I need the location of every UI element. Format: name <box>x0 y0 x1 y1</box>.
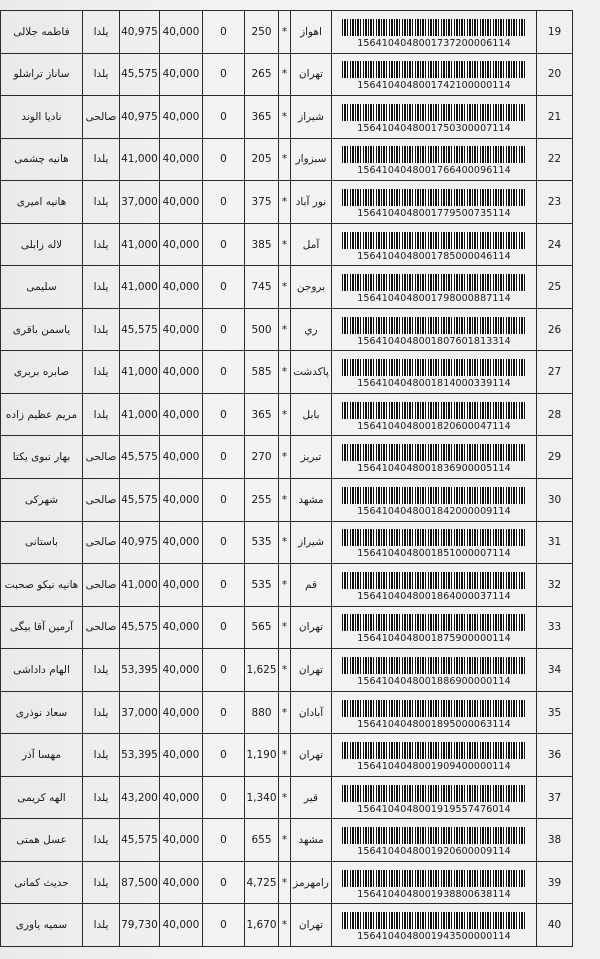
table-row <box>1 606 573 649</box>
status-cell: صالحی <box>83 521 120 564</box>
table-row <box>1 11 573 54</box>
amount-cell: 41,000 <box>120 351 160 394</box>
base-amount-cell: 40,000 <box>160 223 203 266</box>
mark-cell: * <box>279 308 291 351</box>
value-cell: 365 <box>245 96 279 139</box>
table-row <box>1 861 573 904</box>
table-row <box>1 479 573 522</box>
barcode-number: 1564104048001920600009114 <box>357 846 511 858</box>
base-amount-cell: 40,000 <box>160 11 203 54</box>
value-cell: 655 <box>245 819 279 862</box>
base-amount-cell: 40,000 <box>160 819 203 862</box>
name-cell: مهسا آذر <box>1 734 83 777</box>
city-cell: تهران <box>291 606 332 649</box>
row-number-cell: 21 <box>537 96 573 139</box>
barcode-number: 1564104048001919557476014 <box>357 803 511 815</box>
amount-cell: 45,575 <box>120 53 160 96</box>
barcode-image <box>342 700 526 717</box>
barcode-cell <box>332 691 537 734</box>
city-cell: بابل <box>291 393 332 436</box>
city-cell: تهران <box>291 904 332 947</box>
base-amount-cell: 40,000 <box>160 351 203 394</box>
amount-cell: 37,000 <box>120 181 160 224</box>
name-cell: نادیا الوند <box>1 96 83 139</box>
status-cell: یلدا <box>83 266 120 309</box>
name-cell: هانیه چشمی <box>1 138 83 181</box>
barcode-image <box>342 61 526 78</box>
mark-cell: * <box>279 861 291 904</box>
mark-cell: * <box>279 904 291 947</box>
base-amount-cell: 40,000 <box>160 393 203 436</box>
base-amount-cell: 40,000 <box>160 776 203 819</box>
name-cell: آرمین آقا بیگی <box>1 606 83 649</box>
amount-cell: 41,000 <box>120 564 160 607</box>
row-number-cell: 36 <box>537 734 573 777</box>
zero-cell: 0 <box>203 53 245 96</box>
base-amount-cell: 40,000 <box>160 521 203 564</box>
table-row <box>1 53 573 96</box>
row-number-cell: 20 <box>537 53 573 96</box>
row-number-cell: 23 <box>537 181 573 224</box>
mark-cell: * <box>279 819 291 862</box>
mark-cell: * <box>279 479 291 522</box>
name-cell: لاله زابلی <box>1 223 83 266</box>
amount-cell: 45,575 <box>120 308 160 351</box>
value-cell: 365 <box>245 393 279 436</box>
value-cell: 585 <box>245 351 279 394</box>
row-number-cell: 24 <box>537 223 573 266</box>
barcode-cell <box>332 96 537 139</box>
zero-cell: 0 <box>203 649 245 692</box>
barcode-number: 1564104048001766400096114 <box>357 165 511 177</box>
city-cell: آبادان <box>291 691 332 734</box>
barcode-number: 1564104048001814000339114 <box>357 378 511 390</box>
barcode-cell <box>332 776 537 819</box>
mark-cell: * <box>279 351 291 394</box>
table-row <box>1 564 573 607</box>
status-cell: یلدا <box>83 691 120 734</box>
status-cell: یلدا <box>83 351 120 394</box>
base-amount-cell: 40,000 <box>160 53 203 96</box>
table-row <box>1 521 573 564</box>
zero-cell: 0 <box>203 223 245 266</box>
barcode-cell <box>332 564 537 607</box>
base-amount-cell: 40,000 <box>160 649 203 692</box>
barcode-number: 1564104048001842000009114 <box>357 505 511 517</box>
base-amount-cell: 40,000 <box>160 904 203 947</box>
barcode-cell <box>332 479 537 522</box>
amount-cell: 45,575 <box>120 479 160 522</box>
city-cell: تهران <box>291 649 332 692</box>
barcode-cell <box>332 181 537 224</box>
table-row <box>1 96 573 139</box>
barcode-number: 1564104048001875900000114 <box>357 633 511 645</box>
mark-cell: * <box>279 521 291 564</box>
value-cell: 385 <box>245 223 279 266</box>
value-cell: 255 <box>245 479 279 522</box>
barcode-cell <box>332 223 537 266</box>
table-row <box>1 138 573 181</box>
value-cell: 265 <box>245 53 279 96</box>
name-cell: هانیه نیکو صحبت <box>1 564 83 607</box>
barcode-cell <box>332 53 537 96</box>
mark-cell: * <box>279 266 291 309</box>
table-row <box>1 904 573 947</box>
zero-cell: 0 <box>203 11 245 54</box>
base-amount-cell: 40,000 <box>160 96 203 139</box>
barcode-cell <box>332 819 537 862</box>
status-cell: یلدا <box>83 308 120 351</box>
zero-cell: 0 <box>203 266 245 309</box>
amount-cell: 40,975 <box>120 11 160 54</box>
name-cell: سعاد نوذری <box>1 691 83 734</box>
barcode-number: 1564104048001886900000114 <box>357 675 511 687</box>
table-body <box>1 11 573 947</box>
amount-cell: 40,975 <box>120 96 160 139</box>
city-cell: قم <box>291 564 332 607</box>
name-cell: الهه کریمی <box>1 776 83 819</box>
amount-cell: 41,000 <box>120 393 160 436</box>
base-amount-cell: 40,000 <box>160 691 203 734</box>
base-amount-cell: 40,000 <box>160 861 203 904</box>
barcode-image <box>342 572 526 589</box>
value-cell: 1,190 <box>245 734 279 777</box>
barcode-cell <box>332 308 537 351</box>
city-cell: قیر <box>291 776 332 819</box>
table-row <box>1 308 573 351</box>
name-cell: عسل همتی <box>1 819 83 862</box>
value-cell: 4,725 <box>245 861 279 904</box>
zero-cell: 0 <box>203 436 245 479</box>
value-cell: 205 <box>245 138 279 181</box>
barcode-image <box>342 232 526 249</box>
base-amount-cell: 40,000 <box>160 138 203 181</box>
status-cell: یلدا <box>83 861 120 904</box>
zero-cell: 0 <box>203 819 245 862</box>
zero-cell: 0 <box>203 181 245 224</box>
barcode-image <box>342 19 526 36</box>
mark-cell: * <box>279 564 291 607</box>
mark-cell: * <box>279 96 291 139</box>
zero-cell: 0 <box>203 564 245 607</box>
value-cell: 250 <box>245 11 279 54</box>
zero-cell: 0 <box>203 96 245 139</box>
table-row <box>1 223 573 266</box>
barcode-cell <box>332 266 537 309</box>
name-cell: حدیث کمانی <box>1 861 83 904</box>
barcode-image <box>342 104 526 121</box>
amount-cell: 45,575 <box>120 436 160 479</box>
amount-cell: 41,000 <box>120 266 160 309</box>
city-cell: نور آباد <box>291 181 332 224</box>
barcode-image <box>342 614 526 631</box>
barcode-image <box>342 785 526 802</box>
city-cell: رامهرمز <box>291 861 332 904</box>
value-cell: 1,340 <box>245 776 279 819</box>
status-cell: یلدا <box>83 734 120 777</box>
barcode-number: 1564104048001943500000114 <box>357 931 511 943</box>
amount-cell: 41,000 <box>120 138 160 181</box>
name-cell: یاسمن باقری <box>1 308 83 351</box>
row-number-cell: 32 <box>537 564 573 607</box>
amount-cell: 43,200 <box>120 776 160 819</box>
status-cell: یلدا <box>83 223 120 266</box>
mark-cell: * <box>279 606 291 649</box>
name-cell: سمیه یاوری <box>1 904 83 947</box>
barcode-number: 1564104048001750300007114 <box>357 122 511 134</box>
base-amount-cell: 40,000 <box>160 436 203 479</box>
name-cell: صابره بربری <box>1 351 83 394</box>
amount-cell: 53,395 <box>120 649 160 692</box>
base-amount-cell: 40,000 <box>160 479 203 522</box>
value-cell: 270 <box>245 436 279 479</box>
amount-cell: 79,730 <box>120 904 160 947</box>
base-amount-cell: 40,000 <box>160 266 203 309</box>
status-cell: یلدا <box>83 138 120 181</box>
zero-cell: 0 <box>203 606 245 649</box>
barcode-image <box>342 487 526 504</box>
city-cell: سبزوار <box>291 138 332 181</box>
table-row <box>1 393 573 436</box>
barcode-image <box>342 317 526 334</box>
status-cell: یلدا <box>83 819 120 862</box>
value-cell: 535 <box>245 564 279 607</box>
name-cell: الهام داداشی <box>1 649 83 692</box>
barcode-image <box>342 274 526 291</box>
barcode-image <box>342 870 526 887</box>
mark-cell: * <box>279 649 291 692</box>
name-cell: بهار نبوی یکتا <box>1 436 83 479</box>
barcode-cell <box>332 393 537 436</box>
amount-cell: 45,575 <box>120 819 160 862</box>
status-cell: یلدا <box>83 181 120 224</box>
name-cell: هانیه امیری <box>1 181 83 224</box>
city-cell: آمل <box>291 223 332 266</box>
barcode-image <box>342 189 526 206</box>
base-amount-cell: 40,000 <box>160 308 203 351</box>
row-number-cell: 25 <box>537 266 573 309</box>
barcode-number: 1564104048001779500735114 <box>357 207 511 219</box>
status-cell: صالحی <box>83 96 120 139</box>
zero-cell: 0 <box>203 479 245 522</box>
base-amount-cell: 40,000 <box>160 734 203 777</box>
barcode-cell <box>332 734 537 777</box>
barcode-image <box>342 827 526 844</box>
zero-cell: 0 <box>203 351 245 394</box>
mark-cell: * <box>279 53 291 96</box>
barcode-number: 1564104048001798000887114 <box>357 293 511 305</box>
zero-cell: 0 <box>203 521 245 564</box>
status-cell: یلدا <box>83 904 120 947</box>
barcode-number: 1564104048001909400000114 <box>357 761 511 773</box>
amount-cell: 40,975 <box>120 521 160 564</box>
barcode-image <box>342 444 526 461</box>
base-amount-cell: 40,000 <box>160 181 203 224</box>
row-number-cell: 37 <box>537 776 573 819</box>
mark-cell: * <box>279 11 291 54</box>
base-amount-cell: 40,000 <box>160 564 203 607</box>
zero-cell: 0 <box>203 393 245 436</box>
amount-cell: 53,395 <box>120 734 160 777</box>
row-number-cell: 22 <box>537 138 573 181</box>
row-number-cell: 31 <box>537 521 573 564</box>
row-number-cell: 30 <box>537 479 573 522</box>
table-row <box>1 266 573 309</box>
table-row <box>1 436 573 479</box>
barcode-number: 1564104048001785000046114 <box>357 250 511 262</box>
zero-cell: 0 <box>203 776 245 819</box>
zero-cell: 0 <box>203 308 245 351</box>
amount-cell: 37,000 <box>120 691 160 734</box>
row-number-cell: 27 <box>537 351 573 394</box>
value-cell: 1,670 <box>245 904 279 947</box>
barcode-cell <box>332 606 537 649</box>
status-cell: صالحی <box>83 479 120 522</box>
status-cell: صالحی <box>83 606 120 649</box>
mark-cell: * <box>279 436 291 479</box>
base-amount-cell: 40,000 <box>160 606 203 649</box>
city-cell: ري <box>291 308 332 351</box>
city-cell: اهواز <box>291 11 332 54</box>
name-cell: مریم عظیم زاده <box>1 393 83 436</box>
status-cell: یلدا <box>83 776 120 819</box>
name-cell: شهرکی <box>1 479 83 522</box>
value-cell: 880 <box>245 691 279 734</box>
table-row <box>1 649 573 692</box>
row-number-cell: 34 <box>537 649 573 692</box>
table-row <box>1 776 573 819</box>
barcode-cell <box>332 11 537 54</box>
mark-cell: * <box>279 181 291 224</box>
status-cell: صالحی <box>83 564 120 607</box>
amount-cell: 41,000 <box>120 223 160 266</box>
barcode-image <box>342 402 526 419</box>
name-cell: باستانی <box>1 521 83 564</box>
value-cell: 745 <box>245 266 279 309</box>
barcode-number: 1564104048001737200006114 <box>357 37 511 49</box>
zero-cell: 0 <box>203 904 245 947</box>
row-number-cell: 35 <box>537 691 573 734</box>
zero-cell: 0 <box>203 861 245 904</box>
city-cell: مشهد <box>291 479 332 522</box>
row-number-cell: 39 <box>537 861 573 904</box>
barcode-cell <box>332 351 537 394</box>
mark-cell: * <box>279 223 291 266</box>
value-cell: 535 <box>245 521 279 564</box>
row-number-cell: 29 <box>537 436 573 479</box>
value-cell: 500 <box>245 308 279 351</box>
barcode-cell <box>332 138 537 181</box>
row-number-cell: 38 <box>537 819 573 862</box>
table-row <box>1 351 573 394</box>
barcode-number: 1564104048001807601813314 <box>357 335 511 347</box>
city-cell: تهران <box>291 734 332 777</box>
barcode-cell <box>332 904 537 947</box>
zero-cell: 0 <box>203 138 245 181</box>
city-cell: شیراز <box>291 521 332 564</box>
value-cell: 1,625 <box>245 649 279 692</box>
city-cell: پاکدشت <box>291 351 332 394</box>
name-cell: ساناز تراشلو <box>1 53 83 96</box>
name-cell: سلیمی <box>1 266 83 309</box>
barcode-number: 1564104048001938800638114 <box>357 888 511 900</box>
row-number-cell: 19 <box>537 11 573 54</box>
barcode-number: 1564104048001742100000114 <box>357 80 511 92</box>
mark-cell: * <box>279 691 291 734</box>
value-cell: 375 <box>245 181 279 224</box>
amount-cell: 45,575 <box>120 606 160 649</box>
barcode-image <box>342 657 526 674</box>
status-cell: یلدا <box>83 53 120 96</box>
table-row <box>1 181 573 224</box>
barcode-image <box>342 529 526 546</box>
status-cell: یلدا <box>83 393 120 436</box>
city-cell: مشهد <box>291 819 332 862</box>
status-cell: یلدا <box>83 11 120 54</box>
barcode-image <box>342 742 526 759</box>
row-number-cell: 28 <box>537 393 573 436</box>
name-cell: فاطمه جلالی <box>1 11 83 54</box>
mark-cell: * <box>279 734 291 777</box>
barcode-number: 1564104048001836900005114 <box>357 463 511 475</box>
shipment-table <box>0 10 573 947</box>
table-row <box>1 691 573 734</box>
amount-cell: 87,500 <box>120 861 160 904</box>
barcode-cell <box>332 649 537 692</box>
barcode-cell <box>332 861 537 904</box>
value-cell: 565 <box>245 606 279 649</box>
barcode-number: 1564104048001851000007114 <box>357 548 511 560</box>
barcode-image <box>342 912 526 929</box>
barcode-cell <box>332 436 537 479</box>
row-number-cell: 33 <box>537 606 573 649</box>
barcode-image <box>342 146 526 163</box>
mark-cell: * <box>279 138 291 181</box>
table-row <box>1 734 573 777</box>
barcode-number: 1564104048001820600047114 <box>357 420 511 432</box>
city-cell: شیراز <box>291 96 332 139</box>
barcode-cell <box>332 521 537 564</box>
barcode-number: 1564104048001895000063114 <box>357 718 511 730</box>
mark-cell: * <box>279 776 291 819</box>
status-cell: صالحی <box>83 436 120 479</box>
zero-cell: 0 <box>203 691 245 734</box>
row-number-cell: 40 <box>537 904 573 947</box>
table-row <box>1 819 573 862</box>
zero-cell: 0 <box>203 734 245 777</box>
city-cell: تبریز <box>291 436 332 479</box>
barcode-image <box>342 359 526 376</box>
row-number-cell: 26 <box>537 308 573 351</box>
mark-cell: * <box>279 393 291 436</box>
status-cell: یلدا <box>83 649 120 692</box>
city-cell: بروجن <box>291 266 332 309</box>
city-cell: تهران <box>291 53 332 96</box>
barcode-number: 1564104048001864000037114 <box>357 590 511 602</box>
